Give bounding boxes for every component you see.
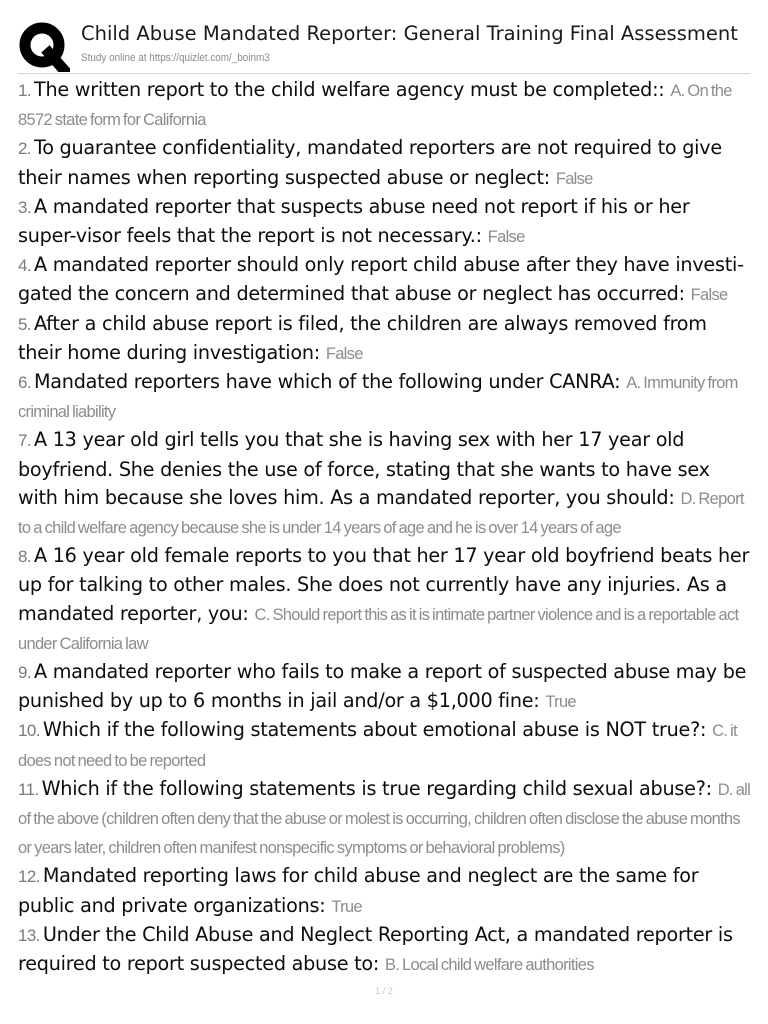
study-online-link[interactable]: Study online at https://quizlet.com/_boinm3 — [81, 52, 270, 64]
answer-text: B. Local child welfare authorities — [384, 956, 594, 975]
question-number: 13. — [18, 925, 40, 945]
question-item-1 — [18, 76, 752, 134]
question-number: 11. — [18, 779, 39, 799]
document-title: Child Abuse Mandated Reporter: General Training Final Assessment — [81, 22, 738, 45]
quizlet-q-logo-icon — [18, 20, 70, 72]
answer-text: D. all of the above (children often deny that the abuse or molest is occurring, children often disclose the abuse months or years later, children often manifest nonspecific symptoms or behavioral problems) — [18, 780, 751, 858]
question-text: To guarantee confidentiality, mandated reporters are not required to give their names when reporting suspected abuse or neglect: — [18, 136, 722, 189]
answer-text: False — [555, 169, 593, 188]
question-text: A mandated reporter that suspects abuse need not report if his or her super-visor feels that the report is not necessary.: — [18, 194, 690, 248]
question-number: 10. — [18, 721, 40, 741]
answer-text: C. it does not need to be reported — [18, 722, 737, 770]
question-text: A mandated reporter who fails to make a report of suspected abuse may be punished by up to 6 months in jail and/or a $1,000 fine: — [18, 660, 747, 713]
question-item-12 — [18, 862, 752, 920]
question-number: 9. — [18, 663, 31, 683]
answer-text: False — [690, 286, 728, 305]
question-item-13 — [18, 921, 752, 979]
page-number: 1 / 2 — [375, 986, 393, 996]
question-number: 6. — [18, 373, 31, 393]
question-text: Mandated reporters have which of the following under CANRA: — [33, 370, 621, 394]
header-divider — [18, 73, 750, 74]
answer-text: False — [487, 228, 525, 247]
question-text: A mandated reporter should only report child abuse after they have investi-gated the concern and determined that abuse or neglect has occurred: — [18, 253, 744, 306]
question-number: 4. — [18, 256, 31, 276]
question-text: A 16 year old female reports to you that her 17 year old boyfriend beats her up for talking to other males. She does not currently have any injuries. As a mandated reporter, you: — [18, 544, 750, 625]
question-text: After a child abuse report is filed, the children are always removed from their home during investigation: — [18, 311, 707, 364]
document-header — [18, 18, 750, 74]
question-list — [18, 76, 752, 979]
question-number: 3. — [18, 197, 31, 217]
question-item-2 — [18, 134, 752, 192]
question-number: 1. — [18, 81, 31, 100]
question-text: Under the Child Abuse and Neglect Reporting Act, a mandated reporter is required to report suspected abuse to: — [18, 922, 733, 976]
answer-text: True — [331, 897, 362, 916]
question-number: 2. — [18, 139, 31, 159]
question-text: A 13 year old girl tells you that she is having sex with her 17 year old boyfriend. She denies the use of force, stating that she wants to have sex with him because she loves him. As a mandated reporter, you should: — [18, 428, 710, 509]
answer-text: C. Should report this as it is intimate partner violence and is a reportable act under California law — [18, 605, 739, 653]
answer-text: D. Report to a child welfare agency because she is under 14 years of age and he is over 14 years of age — [18, 489, 744, 538]
answer-text: A. Immunity from criminal liability — [18, 374, 738, 422]
answer-text: A. On the 8572 state form for California — [18, 82, 732, 130]
question-item-5 — [18, 310, 752, 368]
question-item-10 — [18, 716, 752, 774]
answer-text: False — [325, 344, 363, 363]
question-number: 5. — [18, 314, 31, 334]
question-text: Mandated reporting laws for child abuse and neglect are the same for public and private organizations: — [18, 864, 699, 917]
question-item-4 — [18, 251, 752, 309]
question-item-9 — [18, 658, 752, 716]
question-text: Which if the following statements is true regarding child sexual abuse?: — [41, 776, 712, 800]
question-number: 12. — [18, 867, 40, 887]
question-item-8 — [18, 542, 752, 658]
question-text: Which if the following statements about emotional abuse is NOT true?: — [42, 718, 707, 742]
question-number: 8. — [18, 547, 31, 567]
question-text: The written report to the child welfare agency must be completed:: — [33, 78, 665, 101]
question-item-7 — [18, 426, 752, 542]
question-item-6 — [18, 368, 752, 426]
question-item-11 — [18, 775, 752, 863]
question-number: 7. — [18, 431, 31, 451]
question-item-3 — [18, 193, 752, 251]
answer-text: True — [545, 693, 576, 712]
